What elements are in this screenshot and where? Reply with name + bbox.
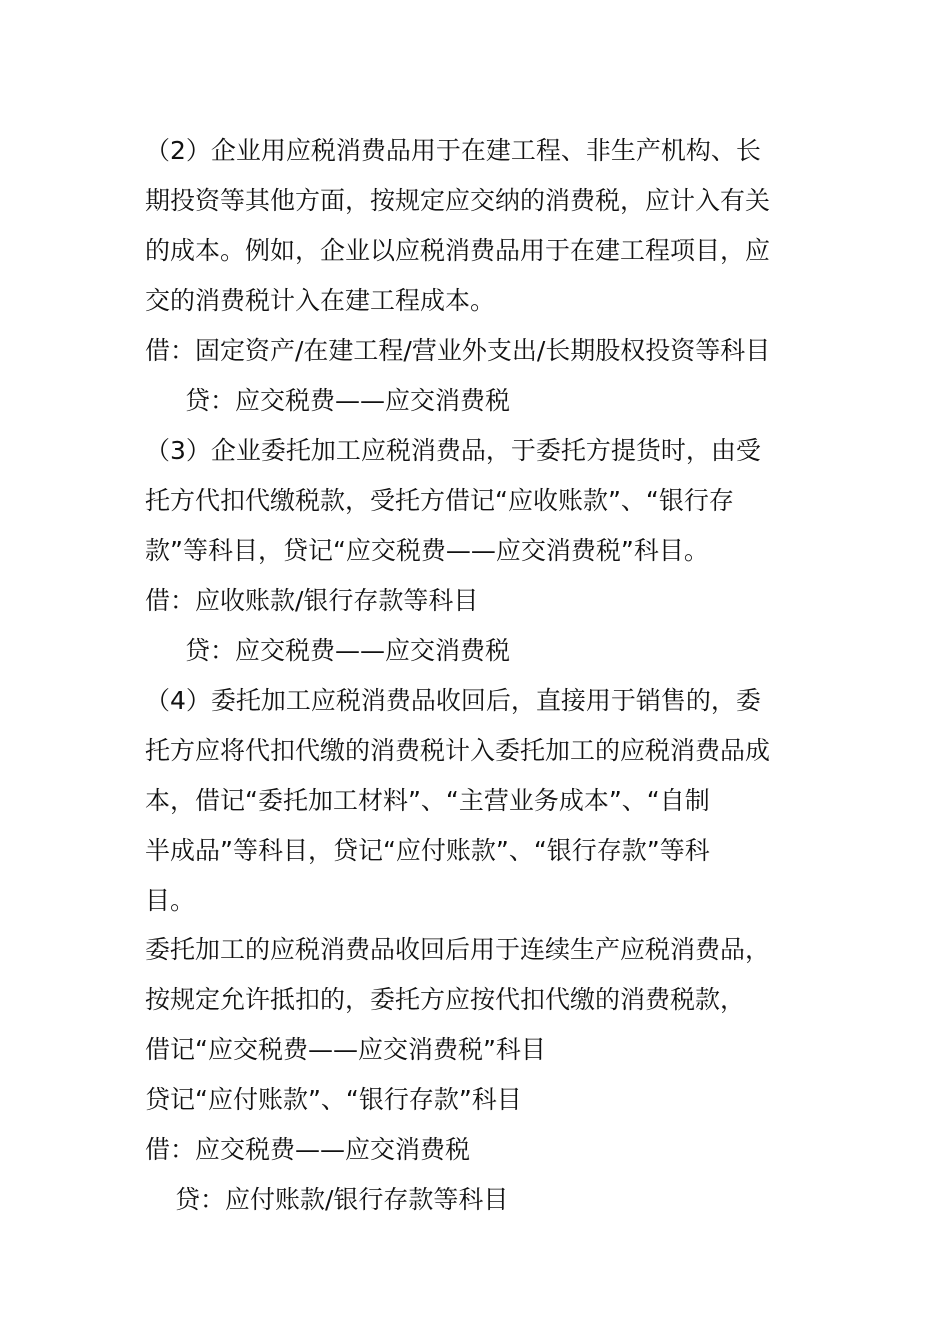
journal-credit-line: 贷：应交税费——应交消费税 [185, 386, 511, 415]
paragraph-5-line-3: 借记“应交税费——应交消费税”科目 [145, 1035, 546, 1064]
paragraph-4-line-4: 半成品”等科目，贷记“应付账款”、“银行存款”等科 [145, 836, 710, 865]
paragraph-2-line-3: 的成本。例如，企业以应税消费品用于在建工程项目，应 [145, 236, 771, 265]
journal-credit-line: 贷：应付账款/银行存款等科目 [175, 1185, 509, 1214]
paragraph-2-line-1: （2）企业用应税消费品用于在建工程、非生产机构、长 [145, 136, 761, 165]
paragraph-5-line-2: 按规定允许抵扣的，委托方应按代扣代缴的消费税款， [145, 985, 746, 1014]
journal-debit-line: 借：应交税费——应交消费税 [145, 1135, 471, 1164]
paragraph-3-line-2: 托方代扣代缴税款，受托方借记“应收账款”、“银行存 [145, 486, 734, 515]
paragraph-2-line-4: 交的消费税计入在建工程成本。 [145, 286, 496, 315]
paragraph-3-line-3: 款”等科目，贷记“应交税费——应交消费税”科目。 [145, 536, 709, 565]
paragraph-4-line-1: （4）委托加工应税消费品收回后，直接用于销售的，委 [145, 686, 761, 715]
paragraph-4-line-2: 托方应将代扣代缴的消费税计入委托加工的应税消费品成 [145, 736, 771, 765]
journal-credit-line: 贷：应交税费——应交消费税 [185, 636, 511, 665]
paragraph-5-line-4: 贷记“应付账款”、“银行存款”科目 [145, 1085, 522, 1114]
paragraph-4-line-5: 目。 [145, 886, 196, 915]
paragraph-4-line-3: 本，借记“委托加工材料”、“主营业务成本”、“自制 [145, 786, 710, 815]
paragraph-3-line-1: （3）企业委托加工应税消费品，于委托方提货时，由受 [145, 436, 761, 465]
paragraph-5-line-1: 委托加工的应税消费品收回后用于连续生产应税消费品， [145, 935, 771, 964]
journal-debit-line: 借：固定资产/在建工程/营业外支出/长期股权投资等科目 [145, 336, 771, 365]
journal-debit-line: 借：应收账款/银行存款等科目 [145, 586, 479, 615]
paragraph-2-line-2: 期投资等其他方面，按规定应交纳的消费税，应计入有关 [145, 186, 771, 215]
